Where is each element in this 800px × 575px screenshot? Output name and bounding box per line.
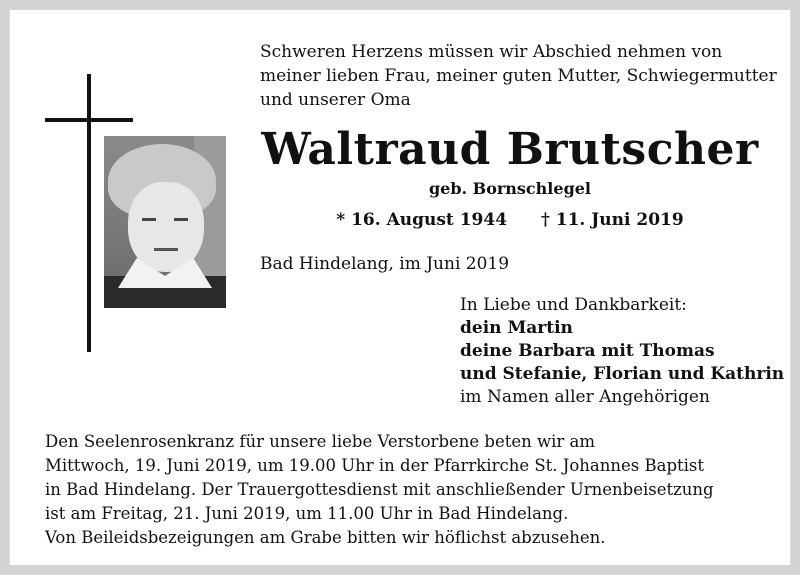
- mourners-closing: im Namen aller Angehörigen: [460, 387, 710, 407]
- mourners-intro: In Liebe und Dankbarkeit:: [460, 295, 687, 315]
- obituary-card: [10, 10, 790, 565]
- notice-line: Von Beileidsbezeigungen am Grabe bitten wir höflichst abzusehen.: [45, 528, 606, 547]
- mourner-line: deine Barbara mit Thomas: [460, 341, 715, 361]
- cross-vertical-bar: [87, 74, 91, 352]
- mourners-block: [460, 294, 785, 409]
- notice-line: Den Seelenrosenkranz für unsere liebe Verstorbene beten wir am: [45, 432, 596, 451]
- place-date: Bad Hindelang, im Juni 2019: [260, 254, 510, 274]
- cross-horizontal-bar: [45, 118, 133, 122]
- deceased-name: Waltraud Brutscher: [261, 124, 759, 175]
- notice-line: ist am Freitag, 21. Juni 2019, um 11.00 Uhr in Bad Hindelang.: [45, 504, 569, 523]
- intro-text: [260, 40, 777, 112]
- death-date: † 11. Juni 2019: [540, 210, 684, 230]
- birth-date: * 16. August 1944: [336, 210, 508, 230]
- notice-line: Mittwoch, 19. Juni 2019, um 19.00 Uhr in der Pfarrkirche St. Johannes Baptist: [45, 456, 705, 475]
- maiden-name: geb. Bornschlegel: [428, 179, 592, 198]
- portrait-photo: [104, 136, 226, 308]
- mourner-line: dein Martin: [460, 318, 573, 338]
- intro-line: und unserer Oma: [260, 90, 411, 110]
- intro-line: Schweren Herzens müssen wir Abschied nehmen von: [260, 42, 723, 62]
- life-dates: [260, 208, 760, 232]
- intro-line: meiner lieben Frau, meiner guten Mutter, Schwiegermutter: [260, 66, 777, 86]
- service-notice: [45, 430, 745, 550]
- notice-line: in Bad Hindelang. Der Trauergottesdienst mit anschließender Urnenbeisetzung: [45, 480, 714, 499]
- mourner-line: und Stefanie, Florian und Kathrin: [460, 364, 785, 384]
